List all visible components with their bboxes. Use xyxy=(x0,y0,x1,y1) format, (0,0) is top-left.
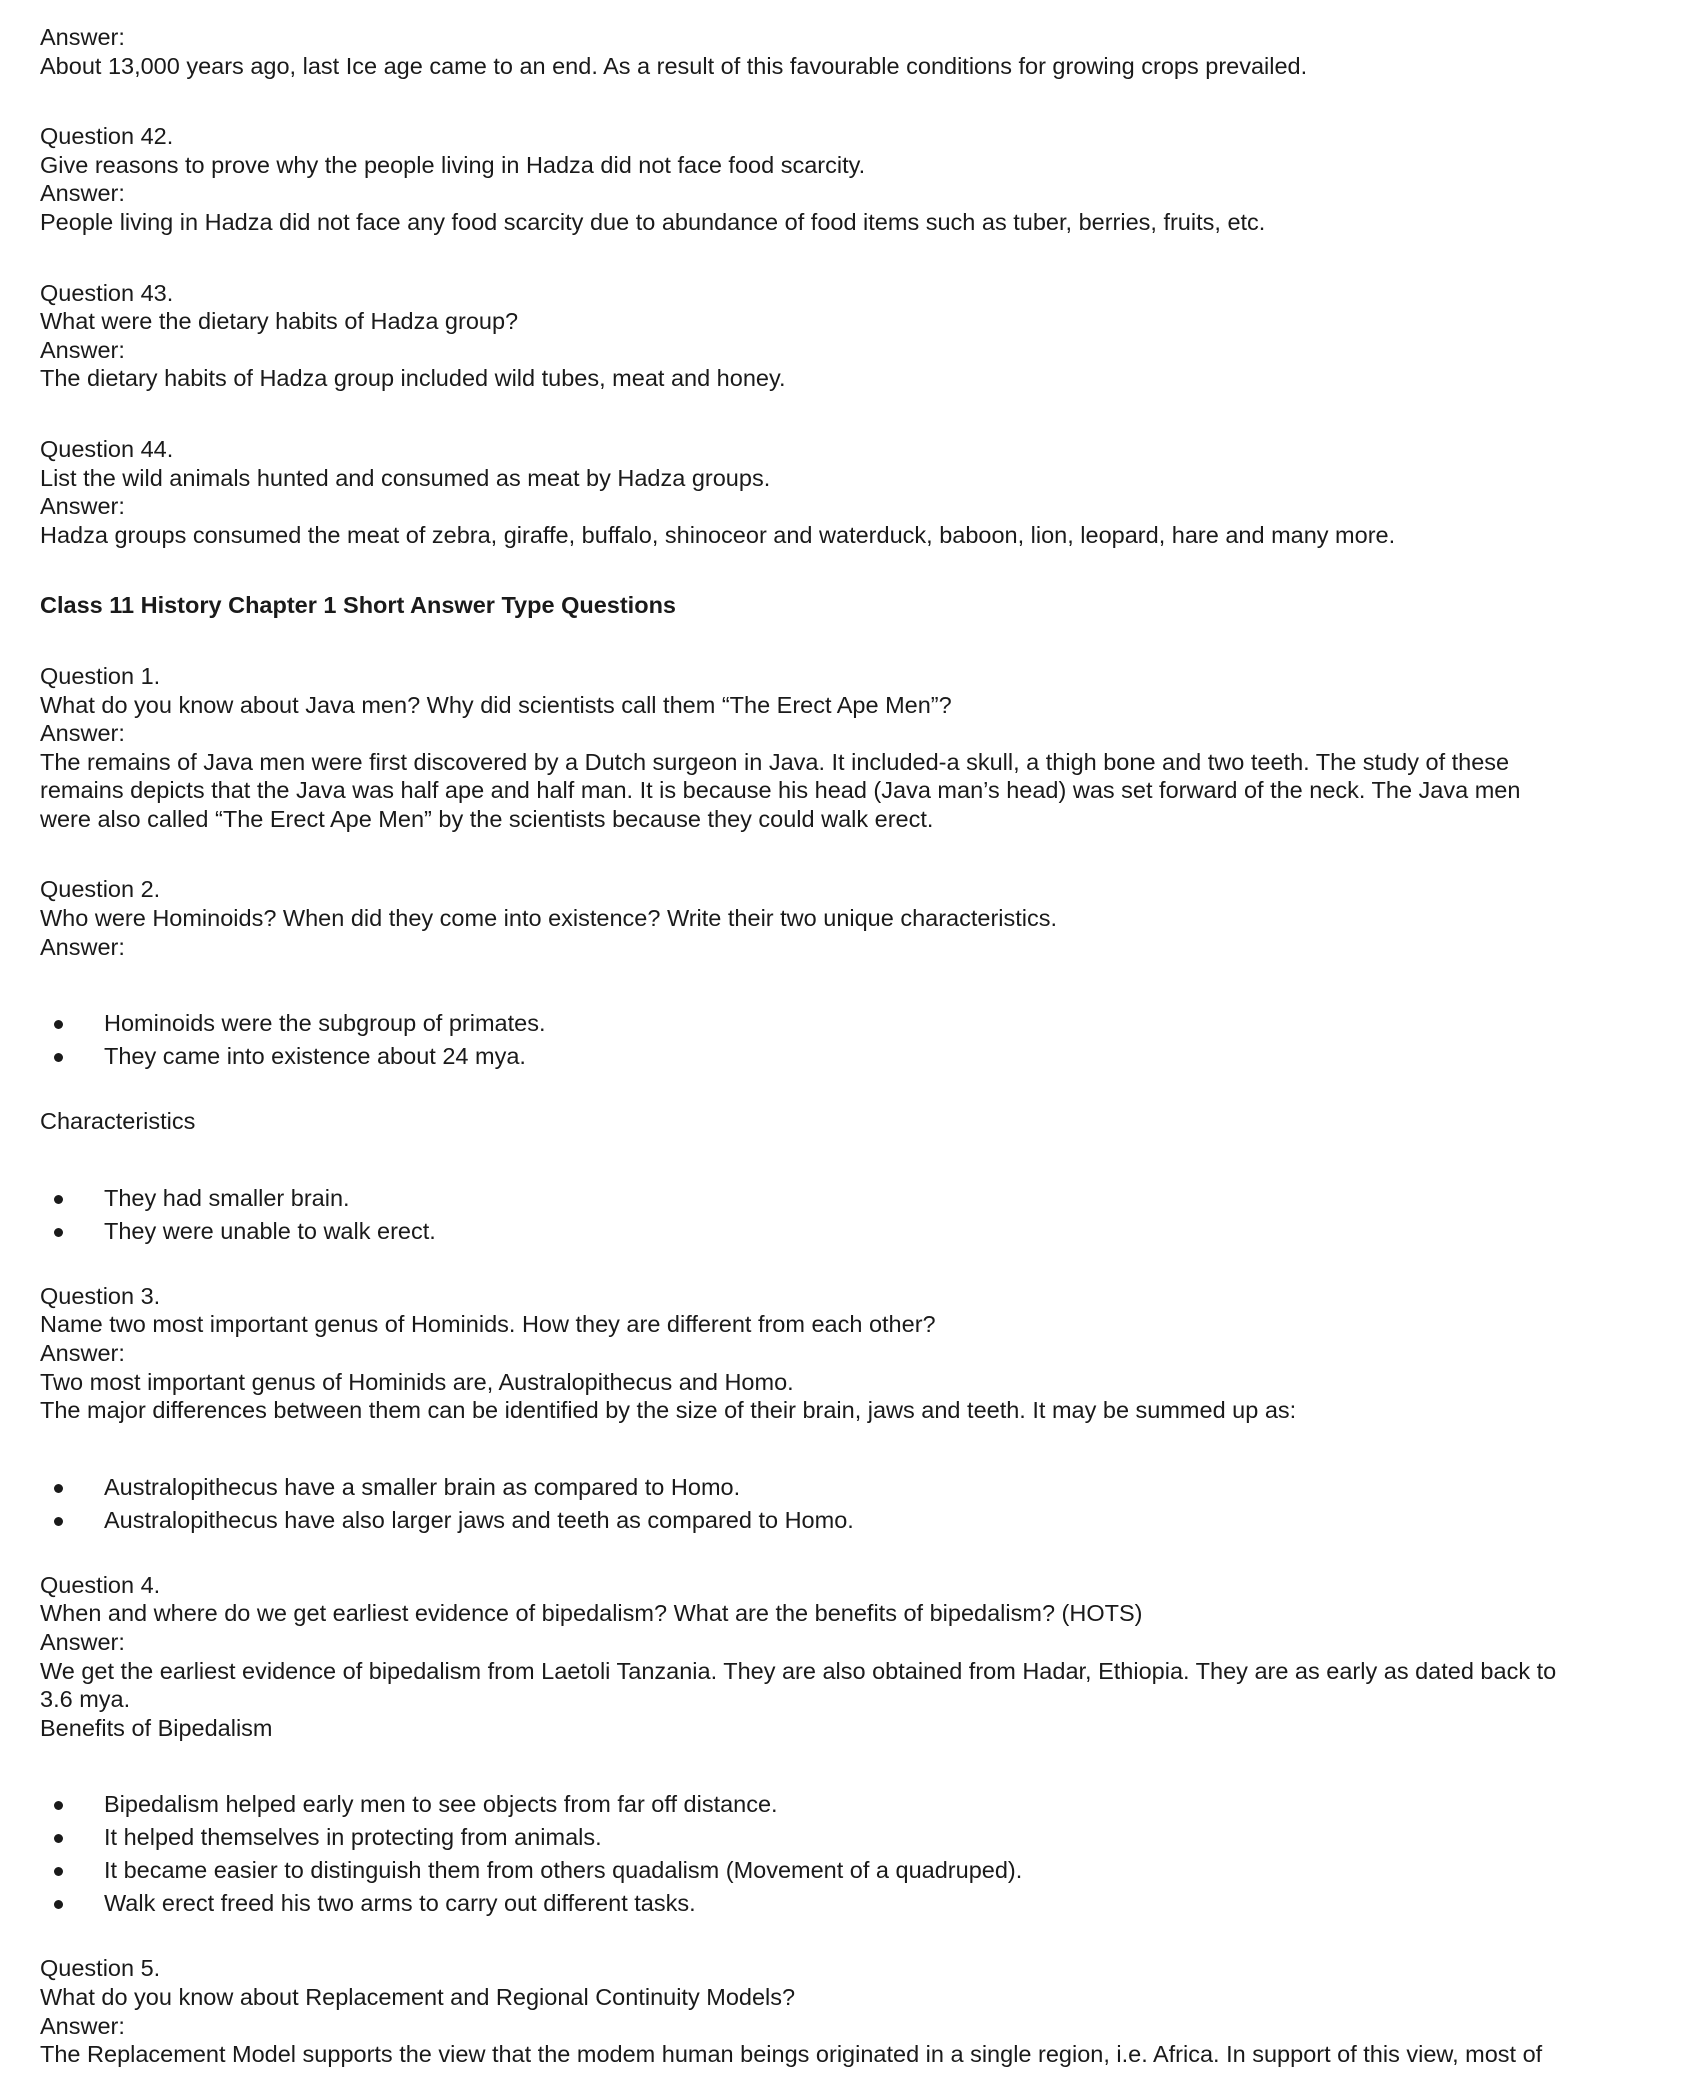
list-item-text: Australopithecus have also larger jaws and teeth as compared to Homo. xyxy=(104,1506,854,1533)
answer-label: Answer: xyxy=(40,336,125,363)
question-number: Question 2. xyxy=(40,876,161,903)
list-item xyxy=(40,1788,1660,1821)
list-item xyxy=(40,1182,1660,1215)
answer-text: were also called “The Erect Ape Men” by the scientists because they could walk erect. xyxy=(40,805,934,832)
question-number: Question 42. xyxy=(40,123,174,150)
question-text: When and where do we get earliest evidence of bipedalism? What are the benefits of bipedalism? (HOTS) xyxy=(40,1600,1143,1627)
answer-label: Answer: xyxy=(40,180,125,207)
answer-label: Answer: xyxy=(40,493,125,520)
answer-label: Answer: xyxy=(40,1629,125,1655)
section-heading: Class 11 History Chapter 1 Short Answer Type Questions xyxy=(40,592,676,619)
bullet-icon xyxy=(54,1195,63,1204)
answer-text: The remains of Java men were first discovered by a Dutch surgeon in Java. It included-a skull, a thigh bone and two teeth. The study of these xyxy=(40,748,1510,775)
answer-text: The dietary habits of Hadza group included wild tubes, meat and honey. xyxy=(40,365,786,392)
list-item-text: They were unable to walk erect. xyxy=(104,1217,436,1244)
question-text: What do you know about Replacement and Regional Continuity Models? xyxy=(40,1983,796,2010)
answer-label: Answer: xyxy=(40,720,125,747)
question-block-3 xyxy=(40,1282,1660,1537)
bullet-icon xyxy=(54,1834,63,1843)
question-block-4 xyxy=(40,1571,1660,1921)
list-item xyxy=(40,1215,1660,1248)
question-text: Who were Hominoids? When did they come into existence? Write their two unique characteristics. xyxy=(40,905,1058,932)
answer-label: Answer: xyxy=(40,24,125,50)
list-item xyxy=(40,1504,1660,1537)
question-text: What were the dietary habits of Hadza group? xyxy=(40,308,519,335)
list-item-text: Bipedalism helped early men to see objects from far off distance. xyxy=(104,1791,778,1818)
bullet-icon xyxy=(54,1020,63,1029)
list-item-text: Hominoids were the subgroup of primates. xyxy=(104,1010,546,1037)
question-number: Question 3. xyxy=(40,1282,161,1309)
answer-text: About 13,000 years ago, last Ice age came to an end. As a result of this favourable conditions for growing crops prevailed. xyxy=(40,52,1308,79)
list-item xyxy=(40,1471,1660,1504)
question-text: Give reasons to prove why the people living in Hadza did not face food scarcity. xyxy=(40,151,866,178)
answer-text: We get the earliest evidence of bipedalism from Laetoli Tanzania. They are also obtained from Hadar, Ethiopia. They are as early as dated back to xyxy=(40,1657,1557,1684)
answer-text: Hadza groups consumed the meat of zebra, giraffe, buffalo, shinoceor and waterduck, baboon, lion, leopard, hare and many more. xyxy=(40,521,1396,548)
answer-text: The Replacement Model supports the view that the modem human beings originated in a single region, i.e. Africa. In support of this view, most of xyxy=(40,2041,1543,2068)
list-item xyxy=(40,1007,1660,1040)
subheading: Benefits of Bipedalism xyxy=(40,1714,273,1741)
list-item-text: They had smaller brain. xyxy=(104,1184,350,1211)
answer-text: People living in Hadza did not face any food scarcity due to abundance of food items such as tuber, berries, fruits, etc. xyxy=(40,208,1266,235)
answer-block-41 xyxy=(40,23,1660,80)
answer-label: Answer: xyxy=(40,933,125,960)
list-item xyxy=(40,1854,1660,1887)
question-block-1 xyxy=(40,662,1660,834)
question-block-5 xyxy=(40,1954,1660,2068)
question-text: What do you know about Java men? Why did scientists call them “The Erect Ape Men”? xyxy=(40,691,952,718)
bullet-icon xyxy=(54,1801,63,1810)
answer-label: Answer: xyxy=(40,2012,125,2039)
list-item-text: It became easier to distinguish them from others quadalism (Movement of a quadruped). xyxy=(104,1857,1023,1884)
answer-text: 3.6 mya. xyxy=(40,1686,131,1713)
list-item-text: Australopithecus have a smaller brain as compared to Homo. xyxy=(104,1473,741,1500)
list-item xyxy=(40,1821,1660,1854)
question-number: Question 5. xyxy=(40,1955,161,1982)
question-text: Name two most important genus of Hominids. How they are different from each other? xyxy=(40,1311,936,1338)
bullet-icon xyxy=(54,1900,63,1909)
question-number: Question 1. xyxy=(40,662,161,689)
list-item xyxy=(40,1887,1660,1920)
question-number: Question 4. xyxy=(40,1571,161,1598)
question-text: List the wild animals hunted and consumed as meat by Hadza groups. xyxy=(40,464,771,491)
question-block-43 xyxy=(40,279,1660,393)
question-number: Question 44. xyxy=(40,435,174,462)
list-item-text: Walk erect freed his two arms to carry out different tasks. xyxy=(104,1890,696,1917)
bullet-icon xyxy=(54,1517,63,1526)
bullet-icon xyxy=(54,1484,63,1493)
answer-text: The major differences between them can be identified by the size of their brain, jaws and teeth. It may be summed up as: xyxy=(40,1397,1297,1424)
bullet-icon xyxy=(54,1867,63,1876)
answer-text: Two most important genus of Hominids are, Australopithecus and Homo. xyxy=(40,1368,794,1395)
subheading: Characteristics xyxy=(40,1108,196,1135)
list-item xyxy=(40,1040,1660,1073)
question-block-42 xyxy=(40,122,1660,236)
bullet-icon xyxy=(54,1228,63,1237)
question-block-44 xyxy=(40,435,1660,549)
list-item-text: It helped themselves in protecting from animals. xyxy=(104,1824,602,1851)
list-item-text: They came into existence about 24 mya. xyxy=(104,1043,526,1070)
bullet-list xyxy=(40,1788,1660,1920)
question-number: Question 43. xyxy=(40,279,174,306)
bullet-list xyxy=(40,1007,1660,1073)
bullet-list xyxy=(40,1471,1660,1537)
bullet-list xyxy=(40,1182,1660,1248)
bullet-icon xyxy=(54,1053,63,1062)
answer-label: Answer: xyxy=(40,1340,125,1367)
answer-text: remains depicts that the Java was half ape and half man. It is because his head (Java man’s head) was set forward of the neck. The Java men xyxy=(40,777,1521,804)
question-block-2 xyxy=(40,875,1660,1247)
